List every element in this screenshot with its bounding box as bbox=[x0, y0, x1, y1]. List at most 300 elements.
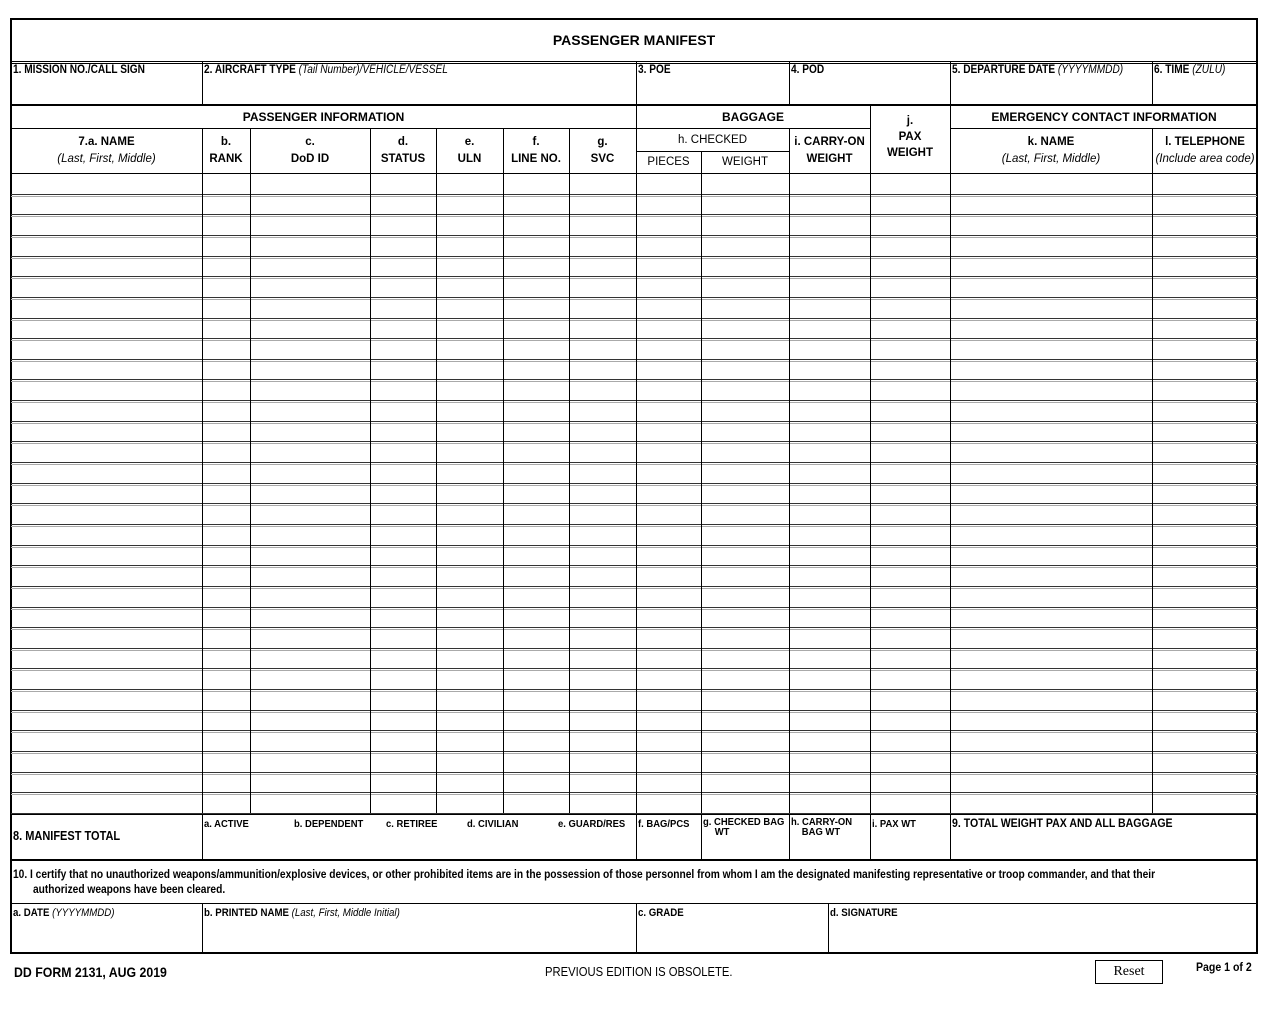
pax-weight-cell[interactable] bbox=[872, 321, 949, 338]
checked-weight-cell[interactable] bbox=[703, 217, 788, 234]
pax-weight-cell[interactable] bbox=[872, 692, 949, 709]
line-no-cell[interactable] bbox=[505, 197, 568, 214]
telephone-cell[interactable] bbox=[1154, 197, 1256, 214]
status-cell[interactable] bbox=[372, 362, 435, 379]
dod-id-cell[interactable] bbox=[252, 713, 369, 730]
line-no-cell[interactable] bbox=[505, 465, 568, 482]
uln-cell[interactable] bbox=[438, 424, 502, 441]
checked-weight-cell[interactable] bbox=[703, 403, 788, 420]
name-cell[interactable] bbox=[13, 444, 201, 461]
dod-id-cell[interactable] bbox=[252, 362, 369, 379]
uln-cell[interactable] bbox=[438, 506, 502, 523]
checked-pieces-cell[interactable] bbox=[638, 279, 700, 296]
telephone-cell[interactable] bbox=[1154, 671, 1256, 688]
status-cell[interactable] bbox=[372, 238, 435, 255]
uln-cell[interactable] bbox=[438, 444, 502, 461]
checked-pieces-cell[interactable] bbox=[638, 589, 700, 606]
dod-id-cell[interactable] bbox=[252, 527, 369, 544]
carry-on-weight-cell[interactable] bbox=[791, 259, 869, 276]
name-cell[interactable] bbox=[13, 754, 201, 771]
rank-cell[interactable] bbox=[204, 238, 249, 255]
checked-weight-cell[interactable] bbox=[703, 754, 788, 771]
name-cell[interactable] bbox=[13, 382, 201, 399]
dod-id-cell[interactable] bbox=[252, 403, 369, 420]
dod-id-cell[interactable] bbox=[252, 424, 369, 441]
pax-weight-cell[interactable] bbox=[872, 279, 949, 296]
carry-on-weight-cell[interactable] bbox=[791, 382, 869, 399]
checked-pieces-cell[interactable] bbox=[638, 692, 700, 709]
checked-weight-cell[interactable] bbox=[703, 238, 788, 255]
carry-on-weight-cell[interactable] bbox=[791, 321, 869, 338]
rank-cell[interactable] bbox=[204, 568, 249, 585]
line-no-cell[interactable] bbox=[505, 321, 568, 338]
line-no-cell[interactable] bbox=[505, 775, 568, 792]
telephone-cell[interactable] bbox=[1154, 527, 1256, 544]
telephone-cell[interactable] bbox=[1154, 341, 1256, 358]
checked-pieces-cell[interactable] bbox=[638, 651, 700, 668]
checked-pieces-cell[interactable] bbox=[638, 713, 700, 730]
rank-cell[interactable] bbox=[204, 382, 249, 399]
line-no-cell[interactable] bbox=[505, 217, 568, 234]
carry-on-weight-cell[interactable] bbox=[791, 610, 869, 627]
dod-id-cell[interactable] bbox=[252, 692, 369, 709]
telephone-cell[interactable] bbox=[1154, 238, 1256, 255]
checked-pieces-cell[interactable] bbox=[638, 568, 700, 585]
svc-cell[interactable] bbox=[571, 238, 635, 255]
checked-pieces-cell[interactable] bbox=[638, 403, 700, 420]
pax-weight-cell[interactable] bbox=[872, 197, 949, 214]
ec-name-cell[interactable] bbox=[952, 692, 1151, 709]
carry-on-weight-cell[interactable] bbox=[791, 589, 869, 606]
status-cell[interactable] bbox=[372, 444, 435, 461]
carry-on-weight-cell[interactable] bbox=[791, 279, 869, 296]
line-no-cell[interactable] bbox=[505, 341, 568, 358]
pax-weight-cell[interactable] bbox=[872, 238, 949, 255]
ec-name-cell[interactable] bbox=[952, 279, 1151, 296]
telephone-cell[interactable] bbox=[1154, 548, 1256, 565]
carry-on-weight-cell[interactable] bbox=[791, 630, 869, 647]
name-cell[interactable] bbox=[13, 527, 201, 544]
rank-cell[interactable] bbox=[204, 279, 249, 296]
telephone-cell[interactable] bbox=[1154, 713, 1256, 730]
telephone-cell[interactable] bbox=[1154, 362, 1256, 379]
carry-on-weight-cell[interactable] bbox=[791, 217, 869, 234]
uln-cell[interactable] bbox=[438, 403, 502, 420]
carry-on-wt-total-input[interactable] bbox=[791, 840, 868, 857]
ec-name-cell[interactable] bbox=[952, 733, 1151, 750]
uln-cell[interactable] bbox=[438, 795, 502, 812]
ec-name-cell[interactable] bbox=[952, 795, 1151, 812]
checked-weight-cell[interactable] bbox=[703, 424, 788, 441]
telephone-cell[interactable] bbox=[1154, 217, 1256, 234]
name-cell[interactable] bbox=[13, 279, 201, 296]
name-cell[interactable] bbox=[13, 176, 201, 193]
name-cell[interactable] bbox=[13, 465, 201, 482]
status-cell[interactable] bbox=[372, 589, 435, 606]
status-cell[interactable] bbox=[372, 486, 435, 503]
ec-name-cell[interactable] bbox=[952, 671, 1151, 688]
pax-weight-cell[interactable] bbox=[872, 341, 949, 358]
name-cell[interactable] bbox=[13, 775, 201, 792]
active-total-input[interactable] bbox=[204, 834, 290, 856]
uln-cell[interactable] bbox=[438, 651, 502, 668]
rank-cell[interactable] bbox=[204, 733, 249, 750]
line-no-cell[interactable] bbox=[505, 671, 568, 688]
checked-weight-cell[interactable] bbox=[703, 362, 788, 379]
uln-cell[interactable] bbox=[438, 692, 502, 709]
checked-weight-cell[interactable] bbox=[703, 651, 788, 668]
status-cell[interactable] bbox=[372, 465, 435, 482]
telephone-cell[interactable] bbox=[1154, 424, 1256, 441]
telephone-cell[interactable] bbox=[1154, 589, 1256, 606]
rank-cell[interactable] bbox=[204, 486, 249, 503]
checked-pieces-cell[interactable] bbox=[638, 733, 700, 750]
checked-pieces-cell[interactable] bbox=[638, 630, 700, 647]
checked-weight-cell[interactable] bbox=[703, 176, 788, 193]
checked-pieces-cell[interactable] bbox=[638, 486, 700, 503]
checked-weight-cell[interactable] bbox=[703, 568, 788, 585]
dod-id-cell[interactable] bbox=[252, 506, 369, 523]
checked-weight-cell[interactable] bbox=[703, 527, 788, 544]
line-no-cell[interactable] bbox=[505, 548, 568, 565]
svc-cell[interactable] bbox=[571, 465, 635, 482]
status-cell[interactable] bbox=[372, 795, 435, 812]
name-cell[interactable] bbox=[13, 671, 201, 688]
svc-cell[interactable] bbox=[571, 610, 635, 627]
pax-weight-cell[interactable] bbox=[872, 671, 949, 688]
ec-name-cell[interactable] bbox=[952, 465, 1151, 482]
telephone-cell[interactable] bbox=[1154, 610, 1256, 627]
uln-cell[interactable] bbox=[438, 527, 502, 544]
svc-cell[interactable] bbox=[571, 300, 635, 317]
svc-cell[interactable] bbox=[571, 775, 635, 792]
uln-cell[interactable] bbox=[438, 341, 502, 358]
svc-cell[interactable] bbox=[571, 362, 635, 379]
name-cell[interactable] bbox=[13, 506, 201, 523]
svc-cell[interactable] bbox=[571, 692, 635, 709]
time-input[interactable] bbox=[1154, 78, 1256, 102]
carry-on-weight-cell[interactable] bbox=[791, 795, 869, 812]
checked-pieces-cell[interactable] bbox=[638, 527, 700, 544]
svc-cell[interactable] bbox=[571, 176, 635, 193]
telephone-cell[interactable] bbox=[1154, 403, 1256, 420]
checked-weight-cell[interactable] bbox=[703, 341, 788, 358]
mission-input[interactable] bbox=[12, 78, 200, 102]
ec-name-cell[interactable] bbox=[952, 713, 1151, 730]
ec-name-cell[interactable] bbox=[952, 176, 1151, 193]
rank-cell[interactable] bbox=[204, 775, 249, 792]
dod-id-cell[interactable] bbox=[252, 486, 369, 503]
pax-weight-cell[interactable] bbox=[872, 754, 949, 771]
dod-id-cell[interactable] bbox=[252, 300, 369, 317]
status-cell[interactable] bbox=[372, 424, 435, 441]
ec-name-cell[interactable] bbox=[952, 341, 1151, 358]
ec-name-cell[interactable] bbox=[952, 238, 1151, 255]
pax-weight-cell[interactable] bbox=[872, 630, 949, 647]
telephone-cell[interactable] bbox=[1154, 651, 1256, 668]
checked-pieces-cell[interactable] bbox=[638, 321, 700, 338]
line-no-cell[interactable] bbox=[505, 382, 568, 399]
rank-cell[interactable] bbox=[204, 197, 249, 214]
rank-cell[interactable] bbox=[204, 362, 249, 379]
uln-cell[interactable] bbox=[438, 362, 502, 379]
svc-cell[interactable] bbox=[571, 630, 635, 647]
line-no-cell[interactable] bbox=[505, 610, 568, 627]
checked-pieces-cell[interactable] bbox=[638, 197, 700, 214]
status-cell[interactable] bbox=[372, 610, 435, 627]
rank-cell[interactable] bbox=[204, 403, 249, 420]
dod-id-cell[interactable] bbox=[252, 341, 369, 358]
status-cell[interactable] bbox=[372, 176, 435, 193]
reset-button[interactable]: Reset bbox=[1095, 960, 1163, 984]
ec-name-cell[interactable] bbox=[952, 527, 1151, 544]
dod-id-cell[interactable] bbox=[252, 176, 369, 193]
pax-weight-cell[interactable] bbox=[872, 362, 949, 379]
line-no-cell[interactable] bbox=[505, 733, 568, 750]
uln-cell[interactable] bbox=[438, 259, 502, 276]
dod-id-cell[interactable] bbox=[252, 795, 369, 812]
name-cell[interactable] bbox=[13, 341, 201, 358]
checked-weight-cell[interactable] bbox=[703, 630, 788, 647]
carry-on-weight-cell[interactable] bbox=[791, 486, 869, 503]
status-cell[interactable] bbox=[372, 527, 435, 544]
checked-weight-cell[interactable] bbox=[703, 279, 788, 296]
rank-cell[interactable] bbox=[204, 795, 249, 812]
ec-name-cell[interactable] bbox=[952, 589, 1151, 606]
uln-cell[interactable] bbox=[438, 733, 502, 750]
svc-cell[interactable] bbox=[571, 486, 635, 503]
uln-cell[interactable] bbox=[438, 630, 502, 647]
rank-cell[interactable] bbox=[204, 651, 249, 668]
carry-on-weight-cell[interactable] bbox=[791, 713, 869, 730]
retiree-total-input[interactable] bbox=[386, 834, 464, 856]
svc-cell[interactable] bbox=[571, 527, 635, 544]
checked-pieces-cell[interactable] bbox=[638, 238, 700, 255]
status-cell[interactable] bbox=[372, 382, 435, 399]
checked-weight-cell[interactable] bbox=[703, 506, 788, 523]
carry-on-weight-cell[interactable] bbox=[791, 176, 869, 193]
checked-bag-wt-total-input[interactable] bbox=[703, 840, 787, 857]
dod-id-cell[interactable] bbox=[252, 382, 369, 399]
line-no-cell[interactable] bbox=[505, 754, 568, 771]
uln-cell[interactable] bbox=[438, 775, 502, 792]
dod-id-cell[interactable] bbox=[252, 279, 369, 296]
checked-pieces-cell[interactable] bbox=[638, 610, 700, 627]
printed-name-input[interactable] bbox=[204, 921, 634, 951]
dod-id-cell[interactable] bbox=[252, 259, 369, 276]
checked-pieces-cell[interactable] bbox=[638, 300, 700, 317]
dod-id-cell[interactable] bbox=[252, 610, 369, 627]
name-cell[interactable] bbox=[13, 300, 201, 317]
ec-name-cell[interactable] bbox=[952, 217, 1151, 234]
telephone-cell[interactable] bbox=[1154, 176, 1256, 193]
pax-weight-cell[interactable] bbox=[872, 795, 949, 812]
dod-id-cell[interactable] bbox=[252, 465, 369, 482]
pax-weight-cell[interactable] bbox=[872, 486, 949, 503]
carry-on-weight-cell[interactable] bbox=[791, 568, 869, 585]
rank-cell[interactable] bbox=[204, 610, 249, 627]
carry-on-weight-cell[interactable] bbox=[791, 465, 869, 482]
svc-cell[interactable] bbox=[571, 506, 635, 523]
checked-pieces-cell[interactable] bbox=[638, 754, 700, 771]
svc-cell[interactable] bbox=[571, 424, 635, 441]
carry-on-weight-cell[interactable] bbox=[791, 506, 869, 523]
status-cell[interactable] bbox=[372, 341, 435, 358]
carry-on-weight-cell[interactable] bbox=[791, 238, 869, 255]
ec-name-cell[interactable] bbox=[952, 568, 1151, 585]
line-no-cell[interactable] bbox=[505, 403, 568, 420]
name-cell[interactable] bbox=[13, 197, 201, 214]
dod-id-cell[interactable] bbox=[252, 321, 369, 338]
civilian-total-input[interactable] bbox=[467, 834, 555, 856]
pax-weight-cell[interactable] bbox=[872, 589, 949, 606]
line-no-cell[interactable] bbox=[505, 589, 568, 606]
name-cell[interactable] bbox=[13, 733, 201, 750]
svc-cell[interactable] bbox=[571, 671, 635, 688]
ec-name-cell[interactable] bbox=[952, 259, 1151, 276]
pax-weight-cell[interactable] bbox=[872, 651, 949, 668]
status-cell[interactable] bbox=[372, 259, 435, 276]
dod-id-cell[interactable] bbox=[252, 548, 369, 565]
rank-cell[interactable] bbox=[204, 259, 249, 276]
svc-cell[interactable] bbox=[571, 651, 635, 668]
dod-id-cell[interactable] bbox=[252, 444, 369, 461]
dod-id-cell[interactable] bbox=[252, 197, 369, 214]
pax-weight-cell[interactable] bbox=[872, 382, 949, 399]
pax-weight-cell[interactable] bbox=[872, 217, 949, 234]
checked-weight-cell[interactable] bbox=[703, 444, 788, 461]
line-no-cell[interactable] bbox=[505, 300, 568, 317]
pax-weight-cell[interactable] bbox=[872, 176, 949, 193]
cert-date-input[interactable] bbox=[12, 921, 200, 951]
uln-cell[interactable] bbox=[438, 382, 502, 399]
status-cell[interactable] bbox=[372, 568, 435, 585]
rank-cell[interactable] bbox=[204, 465, 249, 482]
name-cell[interactable] bbox=[13, 362, 201, 379]
ec-name-cell[interactable] bbox=[952, 651, 1151, 668]
line-no-cell[interactable] bbox=[505, 506, 568, 523]
ec-name-cell[interactable] bbox=[952, 486, 1151, 503]
checked-weight-cell[interactable] bbox=[703, 692, 788, 709]
pax-weight-cell[interactable] bbox=[872, 713, 949, 730]
checked-pieces-cell[interactable] bbox=[638, 465, 700, 482]
telephone-cell[interactable] bbox=[1154, 444, 1256, 461]
svc-cell[interactable] bbox=[571, 341, 635, 358]
line-no-cell[interactable] bbox=[505, 486, 568, 503]
ec-name-cell[interactable] bbox=[952, 197, 1151, 214]
checked-weight-cell[interactable] bbox=[703, 713, 788, 730]
uln-cell[interactable] bbox=[438, 610, 502, 627]
checked-weight-cell[interactable] bbox=[703, 795, 788, 812]
total-weight-input[interactable] bbox=[952, 832, 1256, 857]
telephone-cell[interactable] bbox=[1154, 465, 1256, 482]
checked-weight-cell[interactable] bbox=[703, 733, 788, 750]
name-cell[interactable] bbox=[13, 424, 201, 441]
rank-cell[interactable] bbox=[204, 506, 249, 523]
name-cell[interactable] bbox=[13, 568, 201, 585]
line-no-cell[interactable] bbox=[505, 692, 568, 709]
name-cell[interactable] bbox=[13, 651, 201, 668]
checked-weight-cell[interactable] bbox=[703, 589, 788, 606]
checked-pieces-cell[interactable] bbox=[638, 424, 700, 441]
pax-weight-cell[interactable] bbox=[872, 444, 949, 461]
pax-weight-cell[interactable] bbox=[872, 548, 949, 565]
status-cell[interactable] bbox=[372, 403, 435, 420]
line-no-cell[interactable] bbox=[505, 713, 568, 730]
pax-weight-cell[interactable] bbox=[872, 568, 949, 585]
checked-pieces-cell[interactable] bbox=[638, 217, 700, 234]
dod-id-cell[interactable] bbox=[252, 630, 369, 647]
line-no-cell[interactable] bbox=[505, 176, 568, 193]
checked-pieces-cell[interactable] bbox=[638, 795, 700, 812]
carry-on-weight-cell[interactable] bbox=[791, 754, 869, 771]
telephone-cell[interactable] bbox=[1154, 775, 1256, 792]
svc-cell[interactable] bbox=[571, 548, 635, 565]
dod-id-cell[interactable] bbox=[252, 754, 369, 771]
uln-cell[interactable] bbox=[438, 176, 502, 193]
dod-id-cell[interactable] bbox=[252, 775, 369, 792]
telephone-cell[interactable] bbox=[1154, 795, 1256, 812]
telephone-cell[interactable] bbox=[1154, 692, 1256, 709]
checked-pieces-cell[interactable] bbox=[638, 362, 700, 379]
checked-pieces-cell[interactable] bbox=[638, 341, 700, 358]
checked-pieces-cell[interactable] bbox=[638, 775, 700, 792]
pax-weight-cell[interactable] bbox=[872, 300, 949, 317]
telephone-cell[interactable] bbox=[1154, 486, 1256, 503]
name-cell[interactable] bbox=[13, 486, 201, 503]
name-cell[interactable] bbox=[13, 259, 201, 276]
ec-name-cell[interactable] bbox=[952, 403, 1151, 420]
uln-cell[interactable] bbox=[438, 548, 502, 565]
status-cell[interactable] bbox=[372, 754, 435, 771]
checked-weight-cell[interactable] bbox=[703, 465, 788, 482]
rank-cell[interactable] bbox=[204, 692, 249, 709]
bag-pcs-total-input[interactable] bbox=[638, 834, 699, 856]
carry-on-weight-cell[interactable] bbox=[791, 444, 869, 461]
line-no-cell[interactable] bbox=[505, 651, 568, 668]
rank-cell[interactable] bbox=[204, 754, 249, 771]
pax-weight-cell[interactable] bbox=[872, 506, 949, 523]
svc-cell[interactable] bbox=[571, 259, 635, 276]
carry-on-weight-cell[interactable] bbox=[791, 548, 869, 565]
rank-cell[interactable] bbox=[204, 671, 249, 688]
poe-input[interactable] bbox=[638, 78, 787, 102]
uln-cell[interactable] bbox=[438, 217, 502, 234]
ec-name-cell[interactable] bbox=[952, 300, 1151, 317]
dod-id-cell[interactable] bbox=[252, 733, 369, 750]
checked-weight-cell[interactable] bbox=[703, 321, 788, 338]
svc-cell[interactable] bbox=[571, 795, 635, 812]
status-cell[interactable] bbox=[372, 548, 435, 565]
ec-name-cell[interactable] bbox=[952, 444, 1151, 461]
uln-cell[interactable] bbox=[438, 279, 502, 296]
uln-cell[interactable] bbox=[438, 197, 502, 214]
checked-pieces-cell[interactable] bbox=[638, 444, 700, 461]
guard-res-total-input[interactable] bbox=[558, 834, 634, 856]
carry-on-weight-cell[interactable] bbox=[791, 651, 869, 668]
ec-name-cell[interactable] bbox=[952, 506, 1151, 523]
line-no-cell[interactable] bbox=[505, 527, 568, 544]
rank-cell[interactable] bbox=[204, 548, 249, 565]
pax-weight-cell[interactable] bbox=[872, 424, 949, 441]
line-no-cell[interactable] bbox=[505, 238, 568, 255]
grade-input[interactable] bbox=[638, 921, 826, 951]
pax-wt-total-input[interactable] bbox=[872, 834, 948, 856]
dod-id-cell[interactable] bbox=[252, 217, 369, 234]
dod-id-cell[interactable] bbox=[252, 238, 369, 255]
telephone-cell[interactable] bbox=[1154, 630, 1256, 647]
telephone-cell[interactable] bbox=[1154, 300, 1256, 317]
